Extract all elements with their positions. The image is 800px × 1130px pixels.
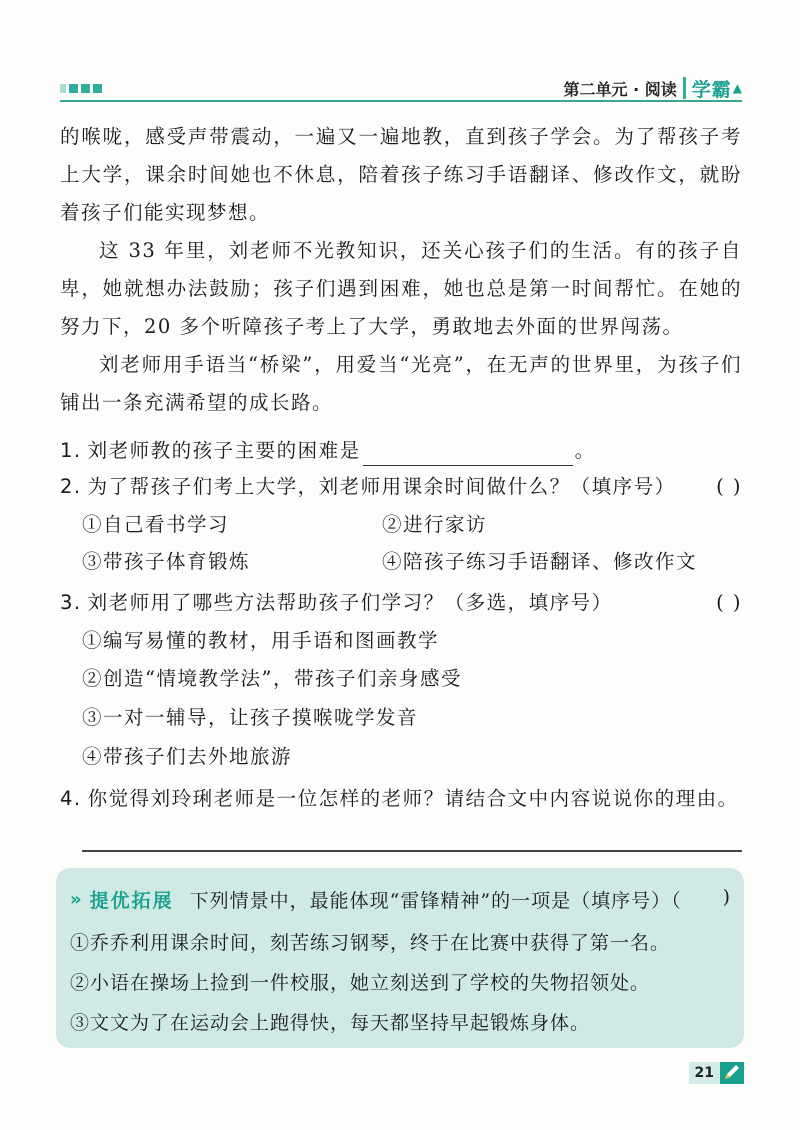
page-number: 21 (689, 1062, 720, 1084)
passage-paragraph-3: 刘老师用手语当“桥梁”，用爱当“光亮”，在无声的世界里，为孩子们铺出一条充满希望的成长路。 (60, 353, 742, 414)
question-text-end: 。 (574, 439, 596, 462)
extension-option-1: ①乔乔利用课余时间，刻苦练习钢琴，终于在比赛中获得了第一名。 (70, 932, 671, 954)
extension-title: 提优拓展 (89, 890, 174, 912)
pen-icon (720, 1062, 744, 1084)
question-1 (60, 436, 742, 466)
question-4 (60, 784, 742, 814)
question-number: 1. (60, 439, 82, 462)
passage-paragraph-2: 这 33 年里，刘老师不光教知识，还关心孩子们的生活。有的孩子自卑，她就想办法鼓励；孩子们遇到困难，她也总是第一时间帮忙。在她的努力下，20 多个听障孩子考上了大学，勇敢地去外面的世界闯荡。 (60, 239, 742, 338)
question-number: 4. (60, 787, 82, 810)
question-text: 刘老师用了哪些方法帮助孩子们学习？（多选，填序号） (87, 591, 613, 614)
q3-option-1: ①编写易懂的教材，用手语和图画教学 (82, 629, 440, 652)
question-number: 2. (60, 475, 82, 498)
q2-option-1: ①自己看书学习 (82, 513, 230, 536)
unit-label: 第二单元 · 阅读 (563, 79, 677, 99)
extension-box (56, 868, 744, 1048)
answer-writing-line[interactable] (82, 850, 742, 852)
q3-option-2: ②创造“情境教学法”，带孩子们亲身感受 (82, 667, 462, 690)
answer-parentheses[interactable]: ( ) (716, 591, 742, 614)
header-separator (683, 77, 686, 99)
extension-question: 下列情景中，最能体现“雷锋精神”的一项是（填序号）（ (189, 890, 682, 912)
q2-option-3: ③带孩子体育锻炼 (82, 550, 251, 573)
header-squares-decoration (60, 84, 102, 93)
passage-paragraph-1: 的喉咙，感受声带震动，一遍又一遍地教，直到孩子学会。为了帮孩子考上大学，课余时间她也不休息，陪着孩子练习手语翻译、修改作文，就盼着孩子们能实现梦想。 (60, 125, 742, 224)
q2-option-4: ④陪孩子练习手语翻译、修改作文 (382, 550, 698, 573)
question-text: 为了帮孩子们考上大学，刘老师用课余时间做什么？（填序号） (87, 475, 676, 498)
question-text: 刘老师教的孩子主要的困难是 (87, 439, 361, 462)
q3-option-3: ③一对一辅导，让孩子摸喉咙学发音 (82, 706, 419, 729)
q3-option-4: ④带孩子们去外地旅游 (82, 745, 293, 768)
header-rule (60, 100, 742, 102)
graduation-cap-icon: ▲ (732, 81, 742, 95)
q2-option-2: ②进行家访 (382, 513, 488, 536)
answer-parentheses-close[interactable]: ) (722, 886, 730, 908)
question-number: 3. (60, 591, 82, 614)
extension-option-2: ②小语在操场上捡到一件校服，她立刻送到了学校的失物招领处。 (70, 972, 651, 994)
page-header (60, 76, 742, 102)
double-chevron-icon: » (70, 889, 82, 910)
answer-blank[interactable] (363, 443, 573, 466)
page-footer (689, 1062, 744, 1084)
reading-passage (60, 118, 742, 422)
question-text: 你觉得刘玲琍老师是一位怎样的老师？请结合文中内容说说你的理由。 (87, 787, 739, 810)
extension-option-3: ③文文为了在运动会上跑得快，每天都坚持早起锻炼身体。 (70, 1012, 591, 1034)
answer-parentheses[interactable]: ( ) (716, 475, 742, 498)
brand-logo: 学霸 (691, 78, 732, 101)
question-3 (60, 588, 742, 618)
question-2 (60, 472, 742, 502)
